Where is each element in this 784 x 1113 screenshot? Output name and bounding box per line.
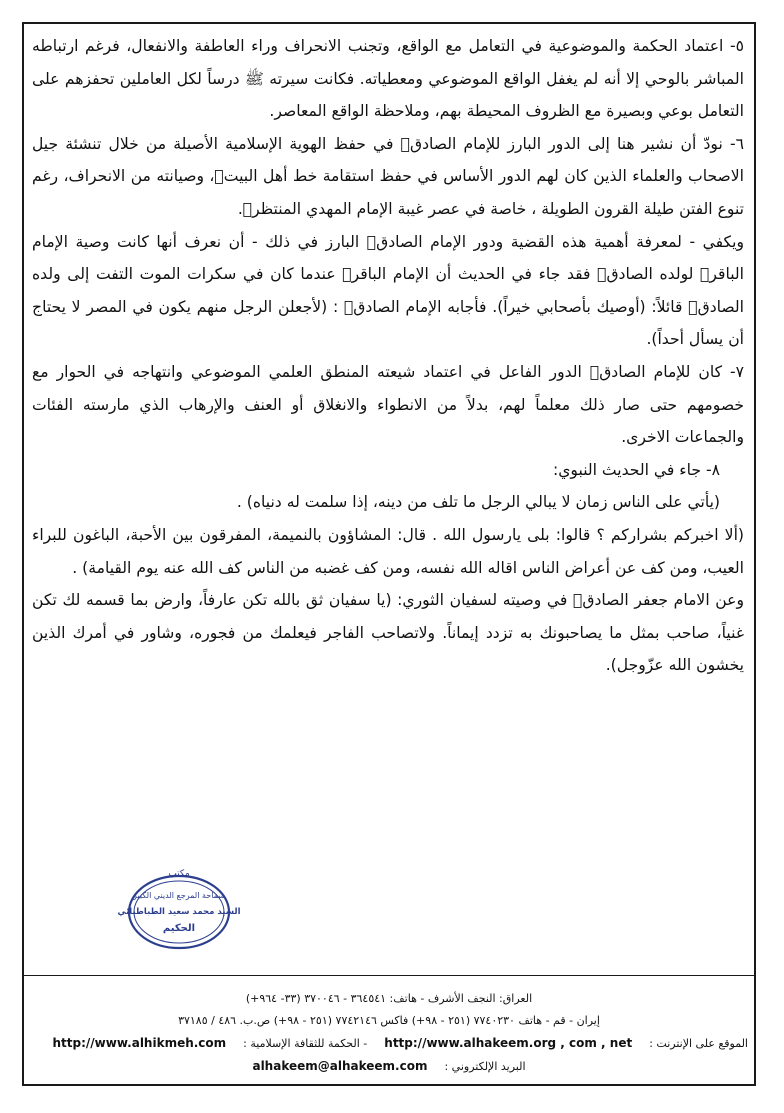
paragraph-point-6: ٦- نودّ أن نشير هنا إلى الدور البارز للإمام الصادقؑ في حفظ الهوية الإسلامية الأصيلة من خلال تنشئة جيل الاصحاب والعلماء الذين كان لهم الدور الأساس في حفظ استقامة خط أهل البيتؑ، وصيانته من الانحراف، رغم تنوع الفتن طيلة القرون الطويلة ، خاصة في عصر غيبة الإمام المهدي المنتظرؑ. bbox=[32, 134, 744, 218]
sadiq-will-to-sufyan: وعن الامام جعفر الصادقؑ في وصيته لسفيان الثوري: (يا سفيان ثق بالله تكن عارفاً، وارض بما قسمه لك تكن غنياً، صاحب بمثل ما يصاحبونك به تزدد إيماناً. ولاتصاحب الفاجر فيعلمك من فجوره، وشاور في أمرك الذين يخشون الله عزّوجل). bbox=[32, 591, 744, 675]
office-seal-stamp bbox=[117, 866, 241, 950]
paragraph-point-7: ٧- كان للإمام الصادقؑ الدور الفاعل في اعتماد شيعته المنطق العلمي الموضوعي وانتهاجه في الحوار مع خصومهم حتى صار ذلك معلماً لهم، بدلاً من الانطواء والانغلاق أو العنف والإرهاب الذي مارسته الفئات والجماعات الاخرى. bbox=[32, 362, 744, 447]
contact-footer bbox=[30, 988, 748, 1078]
hadith-quote-2: (ألا اخبركم بشراركم ؟ قالوا: بلى يارسول الله . قال: المشاؤون بالنميمة، المفرقون بين الأحبة، الباغون للبراء العيب، ومن كف عن أعراض الناس اقاله الله نفسه، ومن كف غضبه من الناس كف الله عنه يوم القيامة) . bbox=[32, 525, 744, 577]
website-link-alhikmeh[interactable]: http://www.alhikmeh.com bbox=[52, 1036, 227, 1050]
hadith-quote-1: (يأتي على الناس زمان لا يبالي الرجل ما تلف من دينه، إذا سلمت له دنياه) . bbox=[236, 493, 720, 512]
paragraph-point-5: ٥- اعتماد الحكمة والموضوعية في التعامل مع الواقع، وتجنب الانحراف وراء العاطفة والانفعال، فرغم ارتباطه المباشر بالوحي إلا أنه لم يغفل الواقع الموضوعي ومعطياته. فكانت سيرته ﷺ درساً لكل العاملين تحفزهم على التعامل بوعي وبصيرة مع الظروف المحيطة بهم، وملاحظة الواقع المعاصر. bbox=[32, 37, 744, 121]
footer-address-iran: إيران - قم - هاتف ٧٧٤٠٢٣٠ (٢٥١ - ٩٨+) فاكس ٧٧٤٢١٤٦ (٢٥١ - ٩٨+) ص.ب. ٤٨٦ / ٣٧١٨٥ bbox=[178, 1014, 600, 1027]
seal-line-1: مكتب bbox=[168, 869, 190, 879]
document-body bbox=[30, 30, 748, 682]
seal-line-4: الحكيم bbox=[162, 923, 196, 934]
seal-line-2: سماحة المرجع الديني الكبير bbox=[132, 891, 226, 900]
seal-line-3: السيد محمد سعيد الطباطبائي bbox=[117, 907, 241, 917]
footer-address-iraq: العراق: النجف الأشرف - هاتف: ٣٦٤٥٤١ - ٣٧٠٠٤٦ (٣٣- ٩٦٤+) bbox=[245, 992, 533, 1005]
paragraph-will-of-baqir: ويكفي - لمعرفة أهمية هذه القضية ودور الإمام الصادقؑ البارز في ذلك - أن نعرف أنها كانت وصية الإمام الباقرؑ لولده الصادقؑ فقد جاء في الحديث أن الإمام الباقرؑ عندما كان في سكرات الموت التفت إلى ولده الصادقؑ قائلاً: (أوصيك بأصحابي خيراً). فأجابه الإمام الصادقؑ : (لأجعلن الرجل منهم يكون في المصر لا يحتاج أن يسأل أحداً). bbox=[32, 232, 744, 349]
email-label: البريد الإلكتروني : bbox=[444, 1060, 526, 1073]
footer-email bbox=[30, 1055, 748, 1078]
paragraph-point-8: ٨- جاء في الحديث النبوي: bbox=[552, 460, 720, 479]
footer-websites bbox=[30, 1032, 748, 1055]
email-link[interactable]: alhakeem@alhakeem.com bbox=[252, 1059, 428, 1073]
websites-label: الموقع على الإنترنت : bbox=[649, 1037, 748, 1050]
alhikmeh-label: - الحكمة للثقافة الإسلامية : bbox=[243, 1037, 368, 1050]
footer-divider bbox=[22, 975, 756, 976]
website-link-alhakeem[interactable]: http://www.alhakeem.org , com , net bbox=[384, 1036, 633, 1050]
